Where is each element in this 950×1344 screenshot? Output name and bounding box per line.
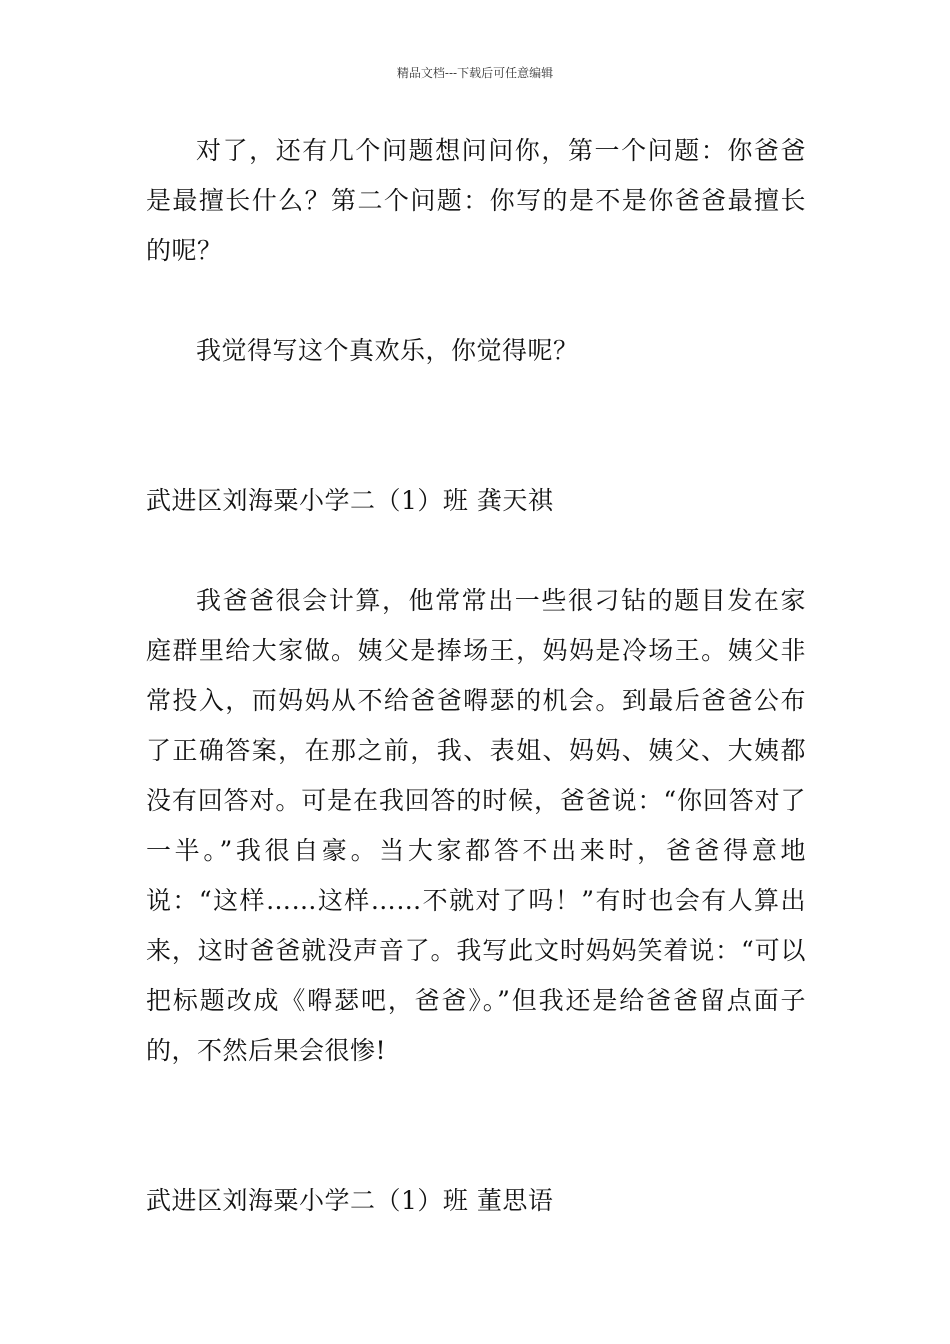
paragraph-story: 我爸爸很会计算，他常常出一些很刁钻的题目发在家庭群里给大家做。姨父是捧场王，妈妈是冷场王。姨父非常投入，而妈妈从不给爸爸嘚瑟的机会。到最后爸爸公布了正确答案，在那之前，我、表姐、妈妈、姨父、大姨都没有回答对。可是在我回答的时候，爸爸说：“你回答对了一半。”我很自豪。当大家都答不出来时，爸爸得意地说：“这样……这样……不就对了吗！”有时也会有人算出来，这时爸爸就没声音了。我写此文时妈妈笑着说：“可以把标题改成《嘚瑟吧，爸爸》。”但我还是给爸爸留点面子的，不然后果会很惨!	[146, 586, 806, 1065]
spacer	[146, 276, 806, 326]
spacer	[146, 376, 806, 476]
author-byline-2: 武进区刘海粟小学二（1）班 董思语	[146, 1186, 554, 1215]
spacer	[146, 526, 806, 576]
document-body	[146, 126, 806, 1226]
paragraph-feeling: 我觉得写这个真欢乐，你觉得呢？	[196, 336, 579, 365]
page-header-note: 精品文档---下载后可任意编辑	[396, 66, 554, 80]
spacer	[146, 1076, 806, 1176]
paragraph-questions: 对了，还有几个问题想问问你，第一个问题：你爸爸是最擅长什么？第二个问题：你写的是不是你爸爸最擅长的呢？	[146, 136, 806, 265]
author-byline-1: 武进区刘海粟小学二（1）班 龚天祺	[146, 486, 554, 515]
